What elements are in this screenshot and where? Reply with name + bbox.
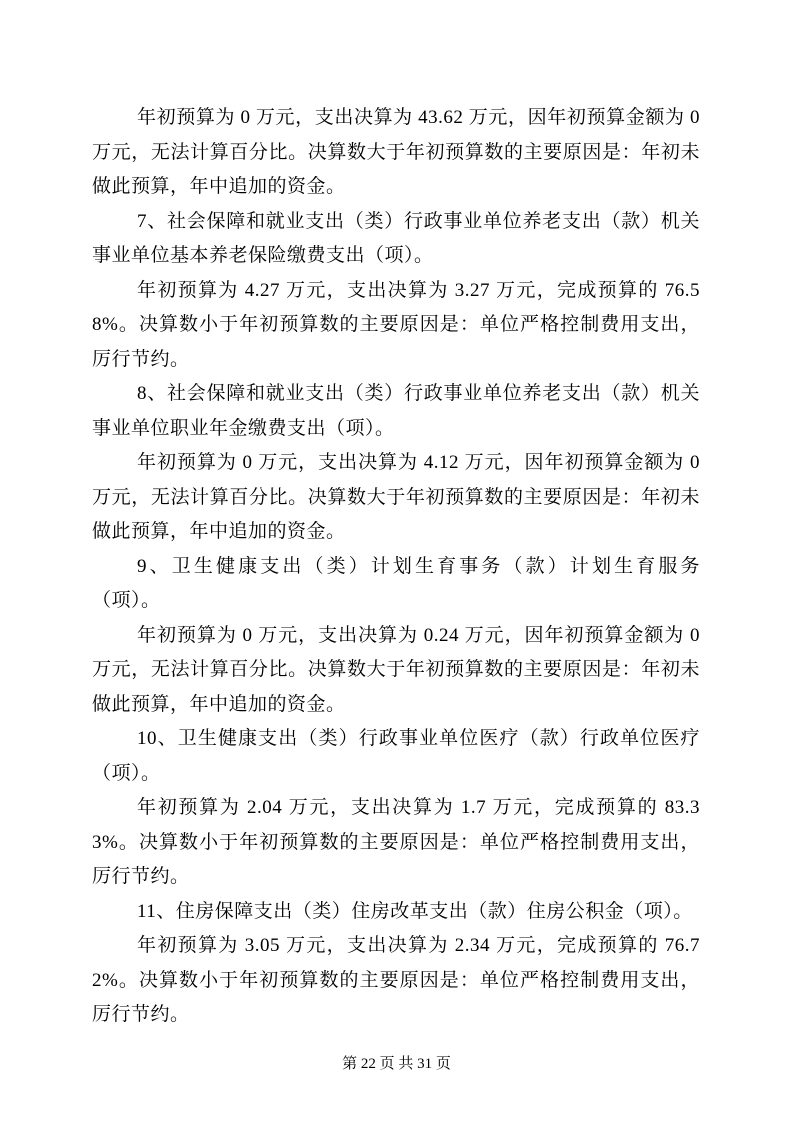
page-footer: 第 22 页 共 31 页 bbox=[342, 1056, 451, 1072]
paragraph-item-7-note: 年初预算为 4.27 万元，支出决算为 3.27 万元，完成预算的 76.58%。决算数小于年初预算数的主要原因是：单位严格控制费用支出，厉行节约。 bbox=[92, 279, 700, 370]
paragraph-item-10-title: 10、卫生健康支出（类）行政事业单位医疗（款）行政单位医疗（项）。 bbox=[92, 728, 700, 784]
paragraph-item-11-note: 年初预算为 3.05 万元，支出决算为 2.34 万元，完成预算的 76.72%。决算数小于年初预算数的主要原因是：单位严格控制费用支出，厉行节约。 bbox=[92, 935, 700, 1025]
paragraph-item-10-note: 年初预算为 2.04 万元，支出决算为 1.7 万元，完成预算的 83.33%。决算数小于年初预算数的主要原因是：单位严格控制费用支出，厉行节约。 bbox=[92, 797, 700, 887]
paragraph-item-7-title: 7、社会保障和就业支出（类）行政事业单位养老支出（款）机关事业单位基本养老保险缴费支出（项）。 bbox=[92, 210, 700, 266]
paragraph-item-9-note: 年初预算为 0 万元，支出决算为 0.24 万元，因年初预算金额为 0 万元，无法计算百分比。决算数大于年初预算数的主要原因是：年初未做此预算，年中追加的资金。 bbox=[92, 624, 700, 715]
paragraph-budget-note-6: 年初预算为 0 万元，支出决算为 43.62 万元，因年初预算金额为 0 万元，无法计算百分比。决算数大于年初预算数的主要原因是：年初未做此预算，年中追加的资金。 bbox=[92, 107, 700, 197]
document-body bbox=[92, 101, 700, 1033]
paragraph-item-9-title: 9、卫生健康支出（类）计划生育事务（款）计划生育服务（项）。 bbox=[92, 555, 700, 611]
paragraph-item-8-title: 8、社会保障和就业支出（类）行政事业单位养老支出（款）机关事业单位职业年金缴费支出（项）。 bbox=[92, 383, 700, 439]
paragraph-item-11-title: 11、住房保障支出（类）住房改革支出（款）住房公积金（项）。 bbox=[137, 900, 693, 922]
paragraph-item-8-note: 年初预算为 0 万元，支出决算为 4.12 万元，因年初预算金额为 0 万元，无法计算百分比。决算数大于年初预算数的主要原因是：年初未做此预算，年中追加的资金。 bbox=[92, 452, 700, 542]
